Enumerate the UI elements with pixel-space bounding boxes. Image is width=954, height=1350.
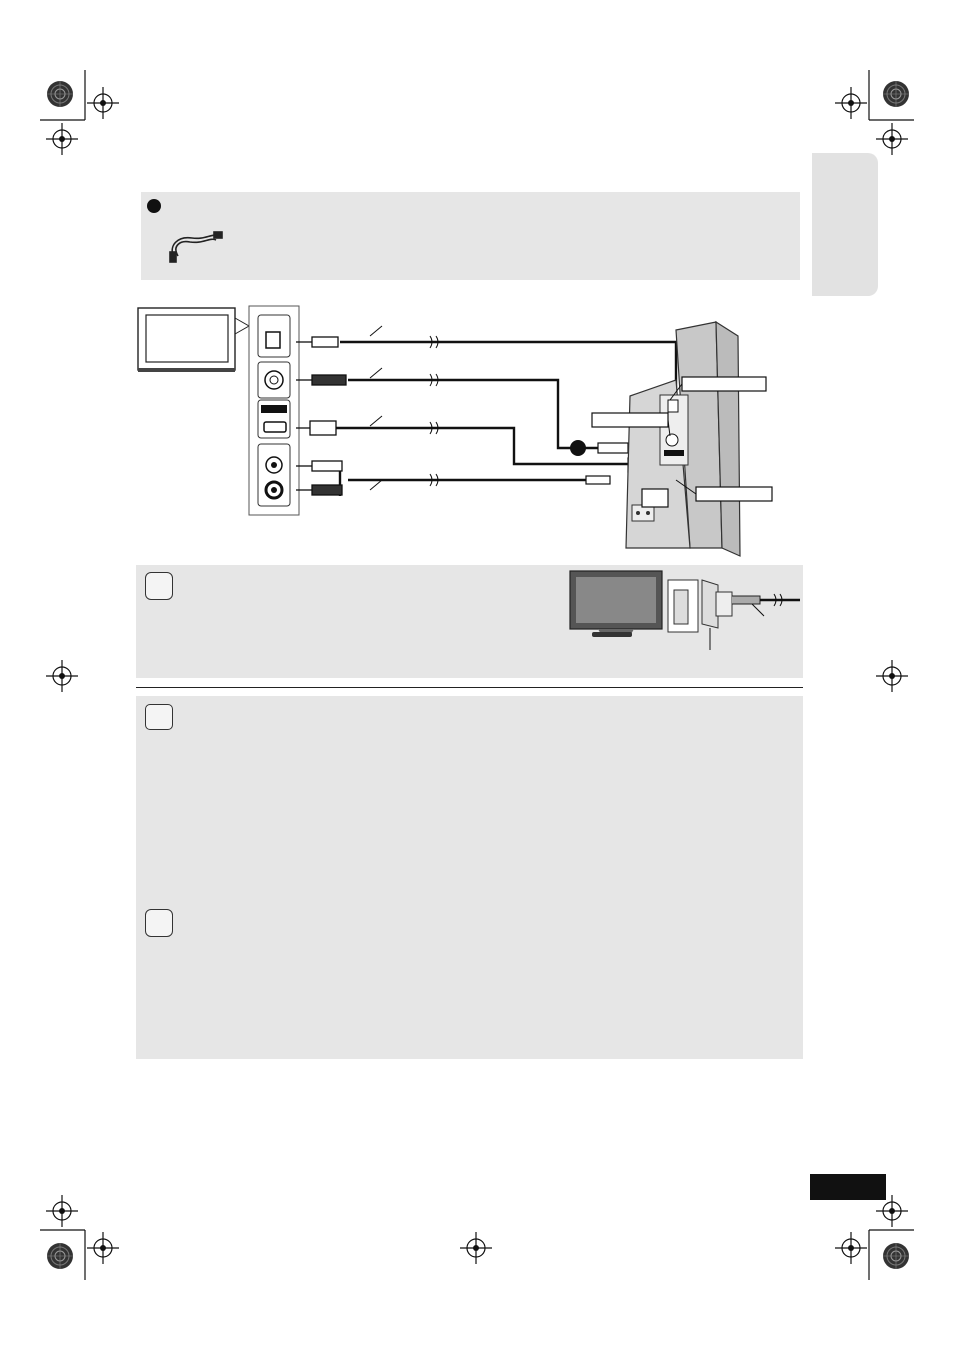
hdmi-port bbox=[264, 422, 286, 432]
radial-target-icon bbox=[883, 81, 909, 107]
cable-icon bbox=[170, 232, 222, 262]
radial-target-icon bbox=[47, 81, 73, 107]
tv-port-panel bbox=[249, 306, 299, 515]
tv-illustration bbox=[138, 308, 249, 372]
crosshair-registration-icon bbox=[876, 660, 908, 692]
crosshair-registration-icon bbox=[87, 87, 119, 119]
crosshair-registration-icon bbox=[835, 1232, 867, 1264]
adapter-marker bbox=[570, 440, 586, 456]
crosshair-registration-icon bbox=[876, 1195, 908, 1227]
crosshair-registration-icon bbox=[876, 123, 908, 155]
crosshair-registration-icon bbox=[46, 660, 78, 692]
optical-port bbox=[266, 332, 280, 348]
crosshair-registration-icon bbox=[87, 1232, 119, 1264]
scart-tv-illustration bbox=[570, 571, 800, 650]
crosshair-registration-icon bbox=[46, 1195, 78, 1227]
cable-plugs bbox=[296, 337, 346, 495]
crosshair-registration-icon bbox=[835, 87, 867, 119]
main-unit-illustration bbox=[626, 322, 740, 556]
crosshair-registration-icon bbox=[46, 123, 78, 155]
radial-target-icon bbox=[47, 1243, 73, 1269]
radial-target-icon bbox=[883, 1243, 909, 1269]
cable-break-marks bbox=[370, 326, 438, 490]
crosshair-registration-icon bbox=[460, 1232, 492, 1264]
